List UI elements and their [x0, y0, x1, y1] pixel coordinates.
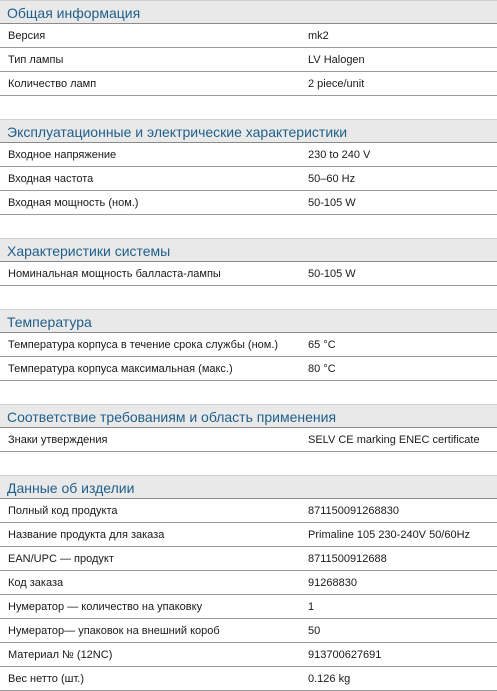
spec-label: Количество ламп	[8, 77, 97, 90]
spec-row	[0, 571, 497, 595]
spec-value: Primaline 105 230-240V 50/60Hz	[308, 528, 471, 541]
spec-row	[0, 167, 497, 191]
spec-label: Тип лампы	[8, 53, 64, 66]
spec-value: SELV CE marking ENEC certificate	[308, 433, 480, 446]
spec-row	[0, 143, 497, 167]
spec-row	[0, 595, 497, 619]
section-title: Температура	[0, 309, 497, 333]
section-gap	[0, 381, 497, 404]
spec-label: Версия	[8, 29, 46, 42]
spec-label: Входная мощность (ном.)	[8, 196, 139, 209]
spec-value: 913700627691	[308, 648, 382, 661]
spec-row	[0, 357, 497, 381]
spec-row	[0, 523, 497, 547]
spec-value: 871150091268830	[308, 504, 399, 517]
section-title: Эксплуатационные и электрические характеристики	[0, 119, 497, 143]
section-product-data	[0, 475, 497, 691]
section-title: Данные об изделии	[0, 475, 497, 499]
section-title: Характеристики системы	[0, 238, 497, 262]
spec-row	[0, 428, 497, 452]
spec-label: Нумератор— упаковок на внешний короб	[8, 624, 220, 637]
spec-label: Знаки утверждения	[8, 433, 108, 446]
spec-label: Температура корпуса в течение срока службы (ном.)	[8, 338, 279, 351]
spec-value: 50	[308, 624, 321, 637]
spec-value: 8711500912688	[308, 552, 387, 565]
spec-label: Входная частота	[8, 172, 94, 185]
spec-value: LV Halogen	[308, 53, 365, 66]
spec-value: 91268830	[308, 576, 357, 589]
spec-label: Вес нетто (шт.)	[8, 672, 84, 685]
section-general	[0, 0, 497, 96]
spec-row	[0, 619, 497, 643]
spec-value: 80 °C	[308, 362, 336, 375]
spec-label: Код заказа	[8, 576, 64, 589]
section-electrical	[0, 119, 497, 215]
spec-value: 65 °C	[308, 338, 336, 351]
spec-label: Нумератор — количество на упаковку	[8, 600, 203, 613]
spec-label: Полный код продукта	[8, 504, 118, 517]
spec-row	[0, 499, 497, 523]
spec-label: Входное напряжение	[8, 148, 117, 161]
section-system	[0, 238, 497, 286]
spec-row	[0, 262, 497, 286]
section-compliance	[0, 404, 497, 452]
spec-value: 1	[308, 600, 315, 613]
spec-row	[0, 547, 497, 571]
spec-value: 0.126 kg	[308, 672, 351, 685]
section-gap	[0, 452, 497, 475]
spec-value: 50–60 Hz	[308, 172, 356, 185]
spec-label: Материал № (12NC)	[8, 648, 113, 661]
section-gap	[0, 96, 497, 119]
section-title: Общая информация	[0, 0, 497, 24]
spec-value: 50-105 W	[308, 267, 356, 280]
spec-value: mk2	[308, 29, 329, 42]
spec-row	[0, 24, 497, 48]
section-title: Соответствие требованиям и область применения	[0, 404, 497, 428]
spec-row	[0, 72, 497, 96]
spec-label: Номинальная мощность балласта-лампы	[8, 267, 221, 280]
spec-value: 50-105 W	[308, 196, 356, 209]
spec-label: EAN/UPC — продукт	[8, 552, 114, 565]
spec-label: Температура корпуса максимальная (макс.)	[8, 362, 233, 375]
spec-row	[0, 191, 497, 215]
spec-value: 230 to 240 V	[308, 148, 371, 161]
section-temperature	[0, 309, 497, 381]
section-gap	[0, 286, 497, 309]
section-gap	[0, 215, 497, 238]
spec-row	[0, 48, 497, 72]
spec-label: Название продукта для заказа	[8, 528, 165, 541]
spec-row	[0, 667, 497, 691]
spec-row	[0, 643, 497, 667]
spec-value: 2 piece/unit	[308, 77, 365, 90]
spec-row	[0, 333, 497, 357]
